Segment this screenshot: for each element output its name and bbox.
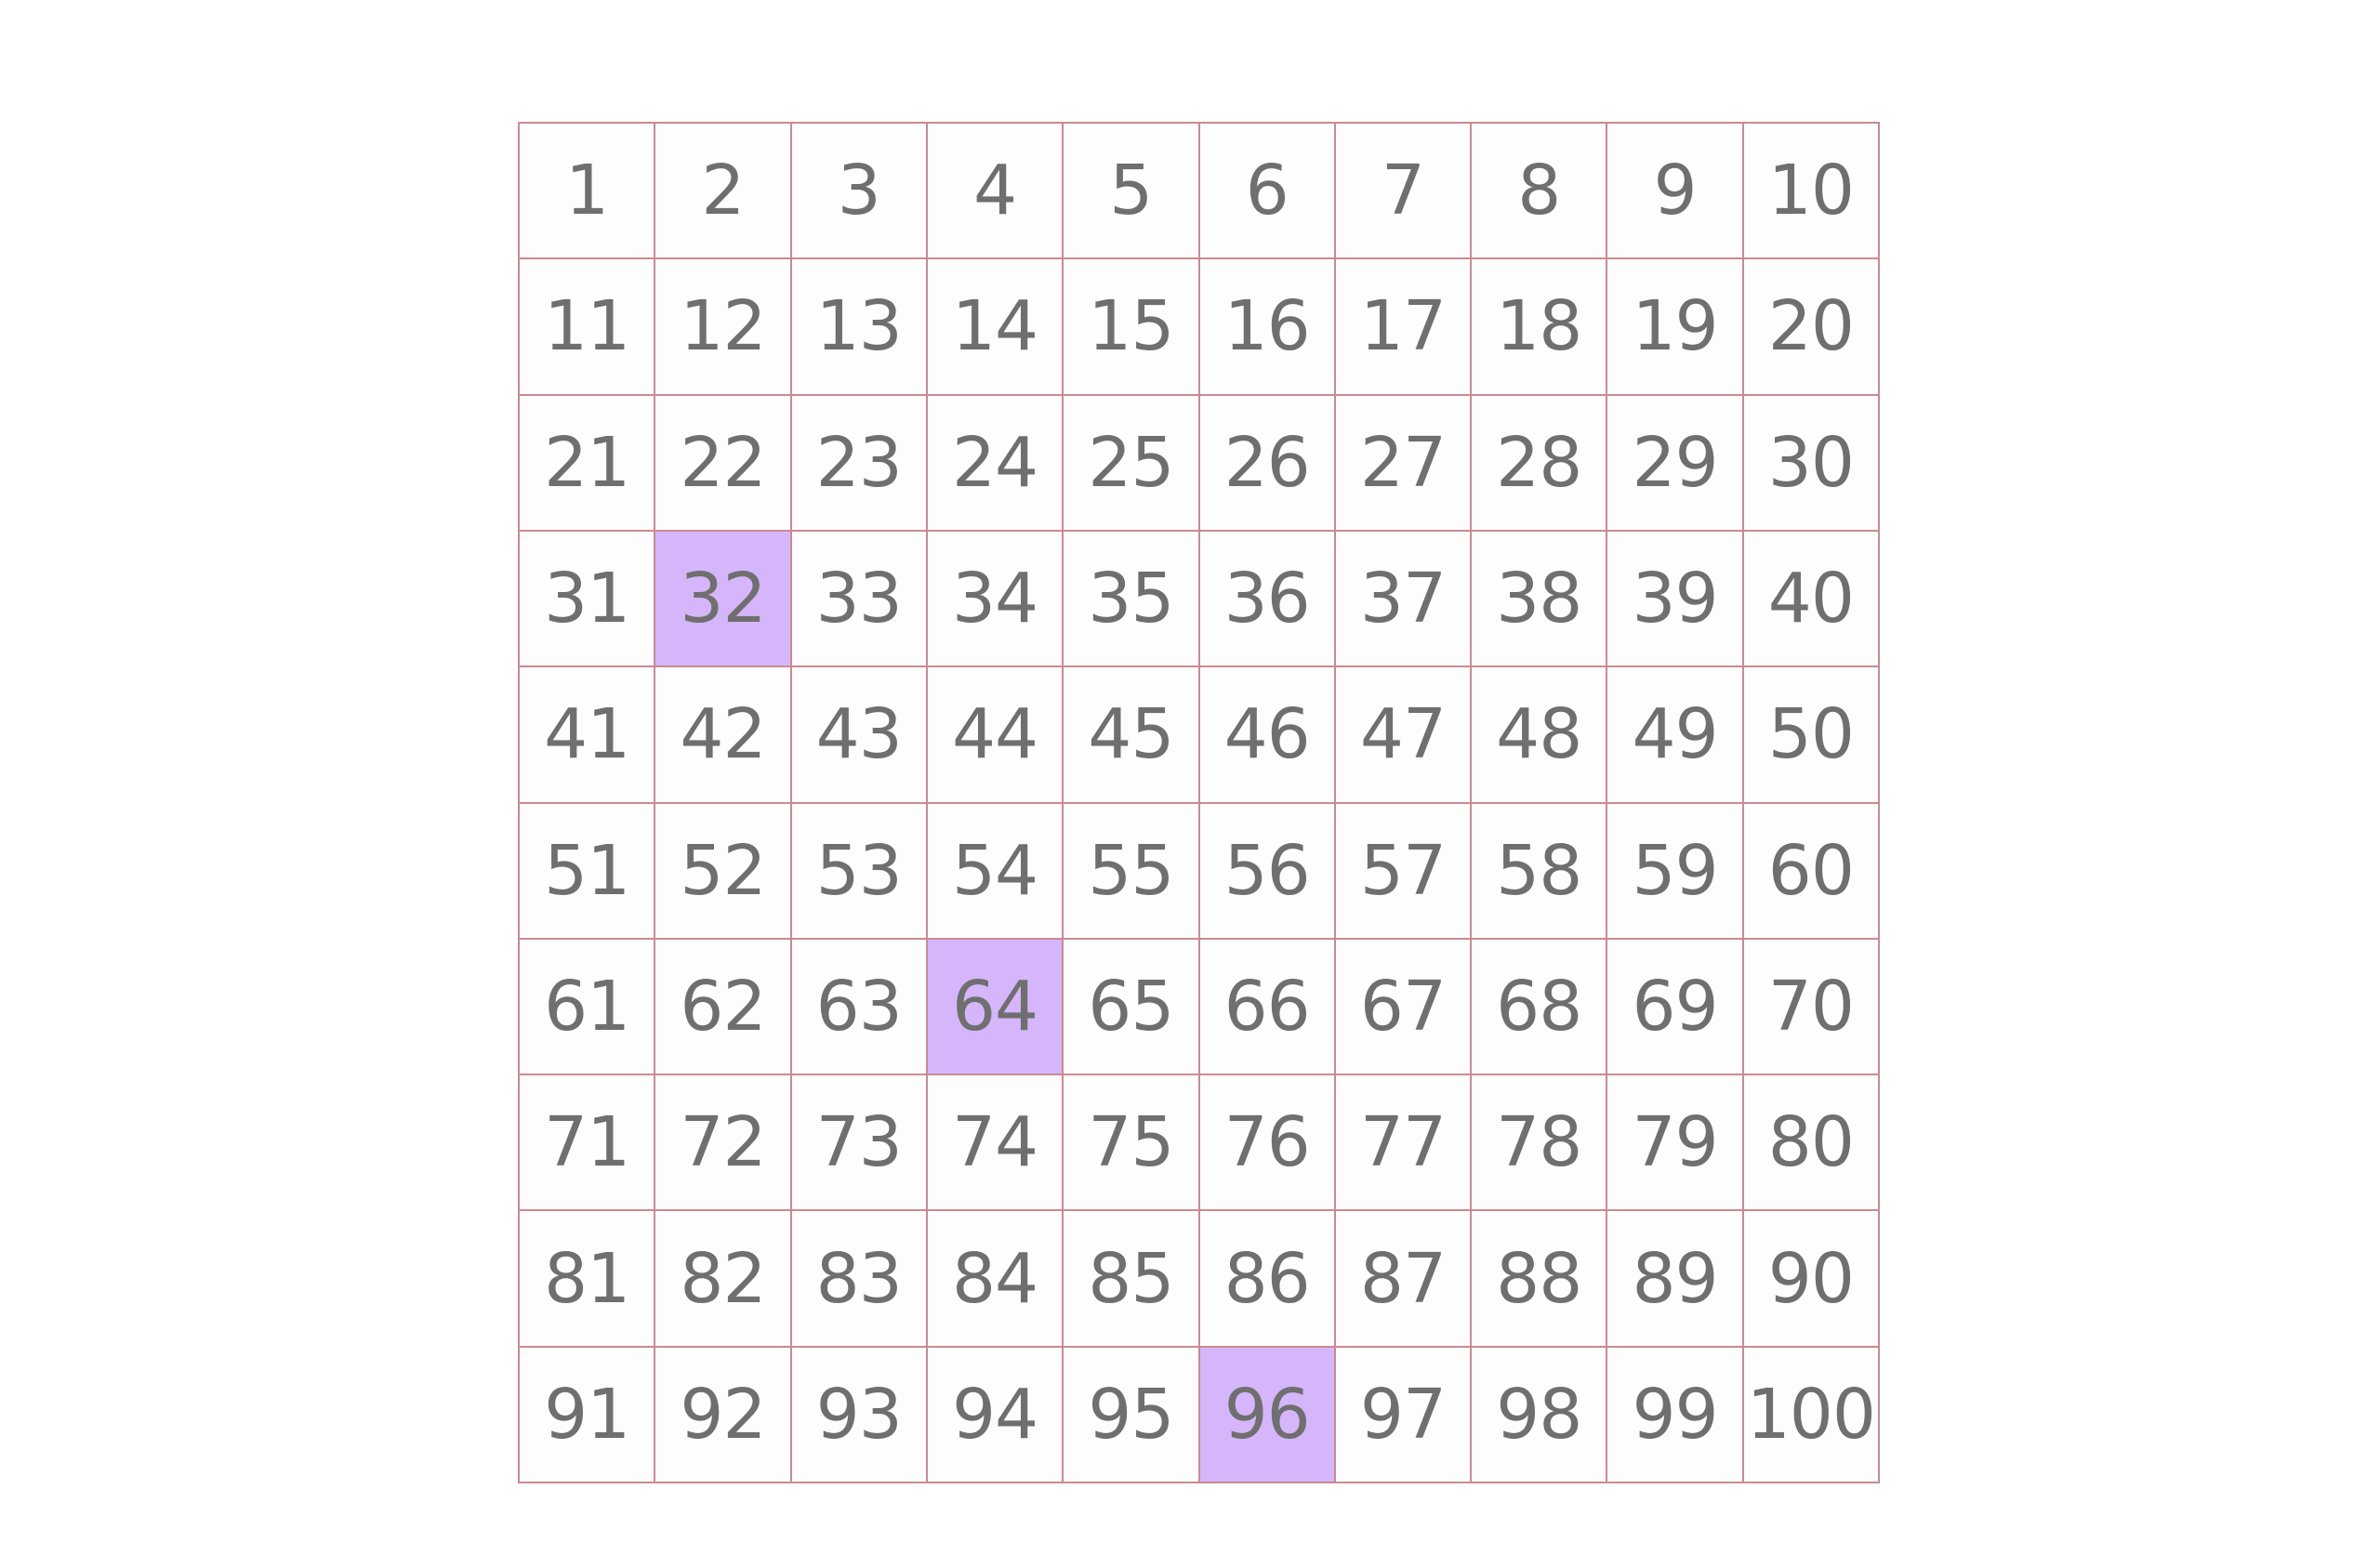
number-cell: 33	[792, 532, 928, 667]
number-cell: 78	[1472, 1075, 1607, 1211]
number-cell: 30	[1744, 396, 1880, 532]
number-cell: 89	[1607, 1211, 1743, 1347]
number-cell: 60	[1744, 804, 1880, 940]
number-cell: 41	[520, 667, 655, 803]
number-cell: 25	[1064, 396, 1199, 532]
number-cell: 82	[655, 1211, 791, 1347]
number-cell: 54	[928, 804, 1064, 940]
number-cell: 65	[1064, 940, 1199, 1075]
number-cell: 74	[928, 1075, 1064, 1211]
number-cell: 16	[1200, 259, 1336, 395]
number-cell: 92	[655, 1348, 791, 1483]
number-cell: 84	[928, 1211, 1064, 1347]
number-cell: 27	[1336, 396, 1472, 532]
number-cell: 23	[792, 396, 928, 532]
number-cell: 40	[1744, 532, 1880, 667]
number-cell: 9	[1607, 124, 1743, 259]
number-cell: 85	[1064, 1211, 1199, 1347]
number-cell: 53	[792, 804, 928, 940]
number-cell: 28	[1472, 396, 1607, 532]
number-cell: 48	[1472, 667, 1607, 803]
number-cell: 35	[1064, 532, 1199, 667]
number-cell: 80	[1744, 1075, 1880, 1211]
number-cell: 26	[1200, 396, 1336, 532]
number-cell: 4	[928, 124, 1064, 259]
number-cell: 31	[520, 532, 655, 667]
number-cell: 29	[1607, 396, 1743, 532]
number-cell: 94	[928, 1348, 1064, 1483]
number-cell: 58	[1472, 804, 1607, 940]
number-cell: 44	[928, 667, 1064, 803]
number-cell: 81	[520, 1211, 655, 1347]
number-cell: 95	[1064, 1348, 1199, 1483]
number-cell: 57	[1336, 804, 1472, 940]
number-cell: 71	[520, 1075, 655, 1211]
number-cell: 49	[1607, 667, 1743, 803]
number-cell: 46	[1200, 667, 1336, 803]
number-cell: 2	[655, 124, 791, 259]
number-cell: 98	[1472, 1348, 1607, 1483]
highlighted-number-cell: 96	[1200, 1348, 1336, 1483]
number-cell: 55	[1064, 804, 1199, 940]
number-cell: 86	[1200, 1211, 1336, 1347]
number-cell: 11	[520, 259, 655, 395]
number-cell: 39	[1607, 532, 1743, 667]
number-cell: 17	[1336, 259, 1472, 395]
number-cell: 99	[1607, 1348, 1743, 1483]
highlighted-number-cell: 64	[928, 940, 1064, 1075]
number-cell: 42	[655, 667, 791, 803]
number-cell: 59	[1607, 804, 1743, 940]
number-cell: 19	[1607, 259, 1743, 395]
number-cell: 77	[1336, 1075, 1472, 1211]
number-cell: 38	[1472, 532, 1607, 667]
number-cell: 63	[792, 940, 928, 1075]
number-cell: 13	[792, 259, 928, 395]
number-cell: 72	[655, 1075, 791, 1211]
number-cell: 24	[928, 396, 1064, 532]
number-cell: 90	[1744, 1211, 1880, 1347]
number-cell: 56	[1200, 804, 1336, 940]
number-cell: 47	[1336, 667, 1472, 803]
number-cell: 62	[655, 940, 791, 1075]
number-cell: 43	[792, 667, 928, 803]
number-cell: 37	[1336, 532, 1472, 667]
number-cell: 34	[928, 532, 1064, 667]
number-cell: 18	[1472, 259, 1607, 395]
number-cell: 14	[928, 259, 1064, 395]
number-cell: 52	[655, 804, 791, 940]
number-cell: 91	[520, 1348, 655, 1483]
number-cell: 66	[1200, 940, 1336, 1075]
number-cell: 79	[1607, 1075, 1743, 1211]
number-cell: 70	[1744, 940, 1880, 1075]
number-cell: 69	[1607, 940, 1743, 1075]
number-cell: 21	[520, 396, 655, 532]
number-cell: 76	[1200, 1075, 1336, 1211]
number-cell: 73	[792, 1075, 928, 1211]
number-cell: 12	[655, 259, 791, 395]
number-cell: 7	[1336, 124, 1472, 259]
number-cell: 83	[792, 1211, 928, 1347]
number-cell: 75	[1064, 1075, 1199, 1211]
number-cell: 15	[1064, 259, 1199, 395]
number-cell: 61	[520, 940, 655, 1075]
hundred-chart	[518, 122, 1880, 1483]
number-cell: 6	[1200, 124, 1336, 259]
number-cell: 93	[792, 1348, 928, 1483]
number-cell: 8	[1472, 124, 1607, 259]
number-cell: 100	[1744, 1348, 1880, 1483]
number-cell: 67	[1336, 940, 1472, 1075]
number-cell: 97	[1336, 1348, 1472, 1483]
number-cell: 88	[1472, 1211, 1607, 1347]
number-cell: 68	[1472, 940, 1607, 1075]
number-cell: 45	[1064, 667, 1199, 803]
number-cell: 20	[1744, 259, 1880, 395]
highlighted-number-cell: 32	[655, 532, 791, 667]
number-cell: 36	[1200, 532, 1336, 667]
number-cell: 51	[520, 804, 655, 940]
number-cell: 87	[1336, 1211, 1472, 1347]
number-cell: 3	[792, 124, 928, 259]
number-cell: 50	[1744, 667, 1880, 803]
number-cell: 22	[655, 396, 791, 532]
number-cell: 1	[520, 124, 655, 259]
number-cell: 5	[1064, 124, 1199, 259]
number-cell: 10	[1744, 124, 1880, 259]
